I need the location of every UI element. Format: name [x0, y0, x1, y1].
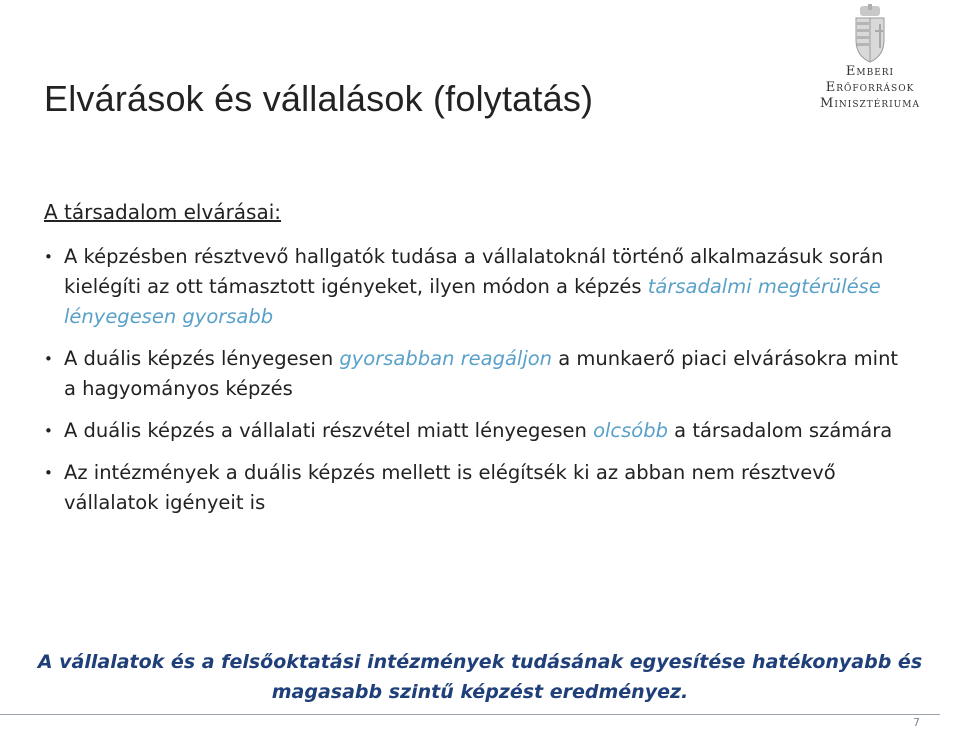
bullet-item	[44, 416, 914, 446]
bullet-text: Az intézmények a duális képzés mellett is elégítsék ki az abban nem résztvevő vállalatok igényeit is	[64, 461, 836, 514]
coat-of-arms-icon	[848, 4, 892, 64]
footer-divider	[0, 714, 940, 715]
bullet-highlight: társadalmi megtérülése lényegesen gyorsabb	[64, 275, 881, 328]
ministry-logo	[800, 4, 940, 112]
bullet-item	[44, 458, 914, 518]
logo-line-1: Emberi Erőforrások	[825, 64, 915, 95]
bullet-icon: •	[44, 464, 53, 482]
bullet-text: A duális képzés a vállalati részvétel miatt lényegesen	[64, 419, 594, 442]
bullet-text: A duális képzés lényegesen	[64, 347, 340, 370]
bullet-item	[44, 344, 914, 404]
bullet-highlight: gyorsabban reagáljon	[339, 347, 553, 370]
bullet-icon: •	[44, 422, 53, 440]
bullet-icon: •	[44, 350, 53, 368]
logo-line-2: Minisztériuma	[820, 96, 920, 111]
bullet-text-end: a társadalom számára	[667, 419, 893, 442]
bullet-text: A képzésben résztvevő hallgatók tudása a vállalatoknál történő alkalmazásuk során kielégíti az ott támasztott igényeket, ilyen módon a képzés	[64, 245, 884, 298]
slide-content	[44, 200, 914, 530]
conclusion-text: A vállalatok és a felsőoktatási intézmények tudásának egyesítése hatékonyabb és magasabb szintű képzést eredményez.	[37, 651, 923, 703]
bullet-icon: •	[44, 248, 53, 266]
bullet-text-end: a munkaerő piaci elvárásokra mint a hagyományos képzés	[64, 347, 899, 400]
page-number: 7	[913, 716, 920, 729]
bullet-list	[44, 242, 914, 518]
slide-title: Elvárások és vállalások (folytatás)	[44, 78, 594, 119]
bullet-highlight: olcsóbb	[593, 419, 668, 442]
section-subtitle: A társadalom elvárásai:	[44, 200, 282, 224]
bullet-item	[44, 242, 914, 332]
